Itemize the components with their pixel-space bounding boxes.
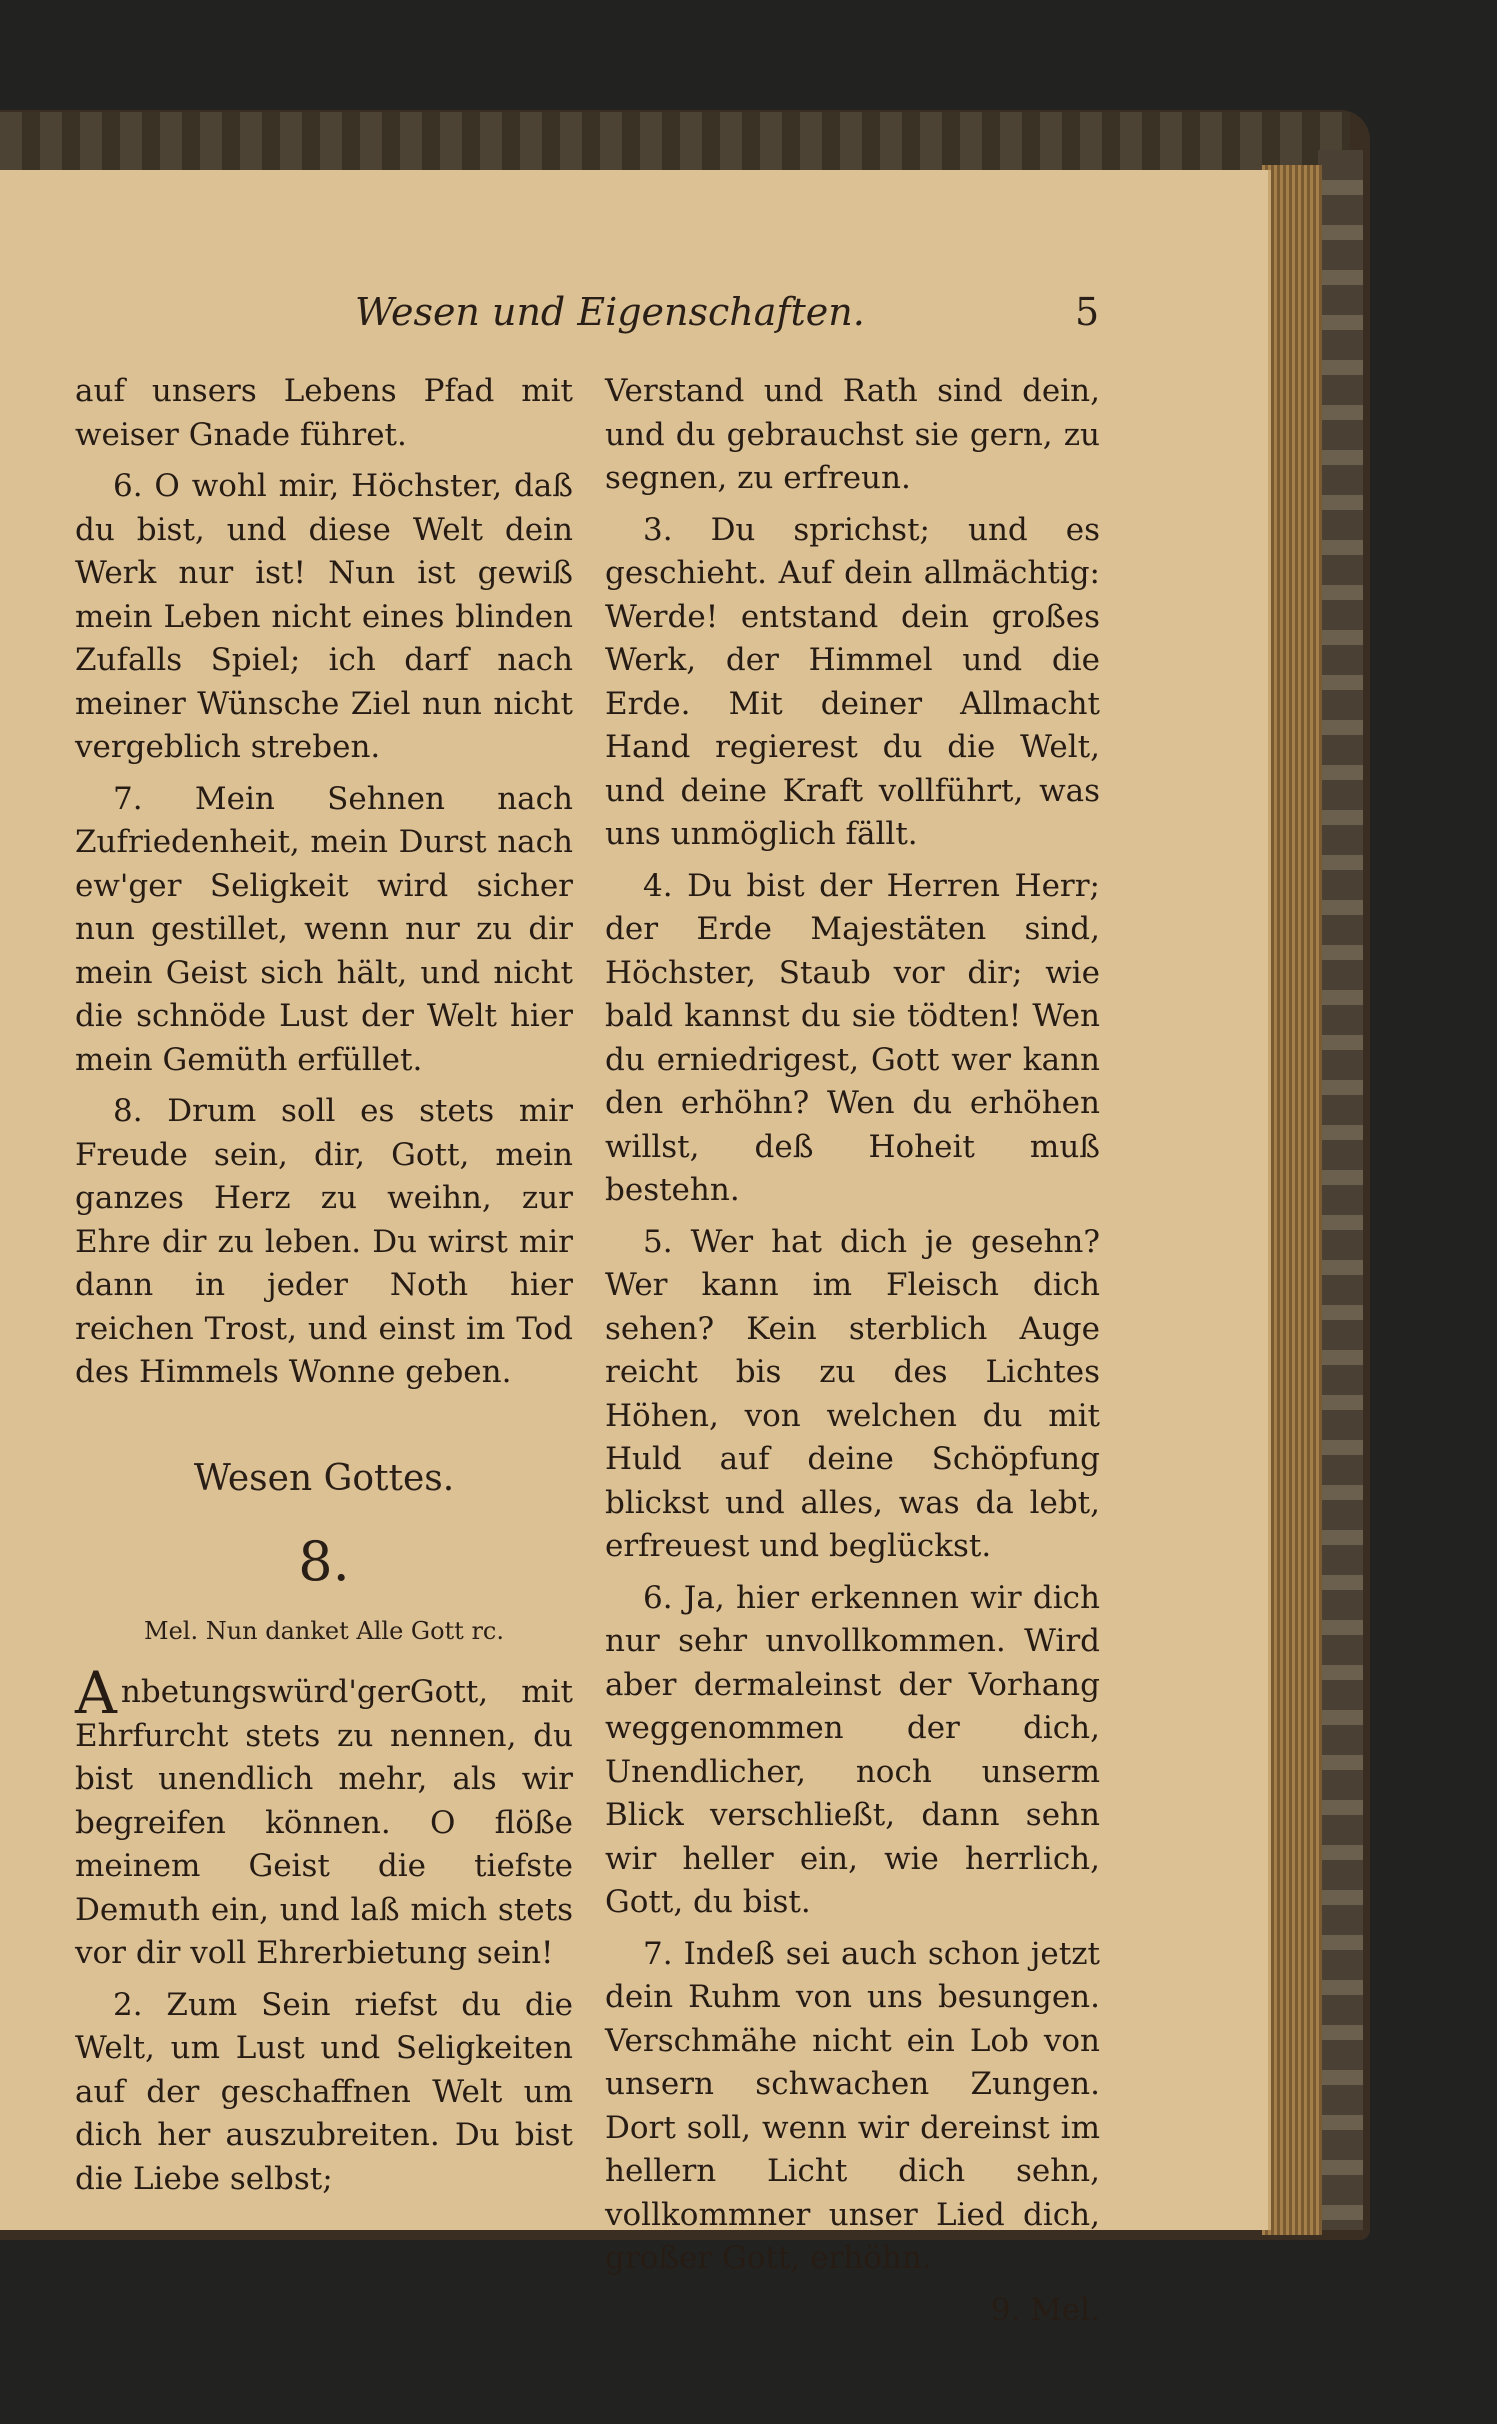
right-paragraph-1: Verstand und Rath sind dein, und du gebrauchst sie gern, zu segnen, zu erfreun. — [605, 373, 1100, 496]
next-melody-catchword: 9. Mel. — [990, 2291, 1100, 2328]
section-title: Wesen Gottes. — [193, 1457, 455, 1499]
hymn-verse-1 — [75, 1659, 573, 1976]
melody-line: Mel. Nun danket Alle Gott rc. — [144, 1616, 504, 1645]
right-column — [605, 370, 1100, 2332]
hymn-verse-1-text: nbetungswürd'gerGott, mit Ehrfurcht stets zu nennen, du bist unendlich mehr, als wir begreifen können. O flöße meinem Geist die tiefste Demuth ein, und laß mich stets vor dir voll Ehrerbietung sein! — [75, 1674, 573, 1971]
hymn-verse-4: 4. Du bist der Herren Herr; der Erde Majestäten sind, Höchster, Staub vor dir; wie bald kannst du sie tödten! Wen du erniedrigest, Gott wer kann den erhöhn? Wen du erhöhen willst, deß Hoheit muß bestehn. — [605, 867, 1100, 1208]
hymn-number: 8. — [298, 1530, 350, 1593]
left-verse-7: 7. Mein Sehnen nach Zufriedenheit, mein Durst nach ew'ger Seligkeit wird sicher nun gestillet, wenn nur zu dir mein Geist sich hält, und nicht die schnöde Lust der Welt hier mein Gemüth erfüllet. — [75, 780, 573, 1078]
page-header — [0, 290, 1268, 340]
cover-ornament-band — [0, 112, 1350, 170]
book-spine — [1318, 150, 1363, 2230]
left-verse-8: 8. Drum soll es stets mir Freude sein, dir, Gott, mein ganzes Herz zu weihn, zur Ehre dir zu leben. Du wirst mir dann in jeder Noth hier reichen Trost, und einst im Tod des Himmels Wonne geben. — [75, 1093, 573, 1390]
hymn-verse-2: 2. Zum Sein riefst du die Welt, um Lust und Seligkeiten auf der geschaffnen Welt um dich her auszubreiten. Du bist die Liebe selbst; — [75, 1986, 573, 2197]
page-edges — [1262, 165, 1322, 2235]
hymn-verse-3: 3. Du sprichst; und es geschieht. Auf dein allmächtig: Werde! entstand dein großes Werk, der Himmel und die Erde. Mit deiner Allmacht Hand regierest du die Welt, und deine Kraft vollführt, was uns unmöglich fällt. — [605, 511, 1100, 852]
drop-cap: A — [75, 1659, 117, 1727]
left-paragraph-1: auf unsers Lebens Pfad mit weiser Gnade führet. — [75, 373, 573, 453]
hymn-verse-5: 5. Wer hat dich je gesehn? Wer kann im Fleisch dich sehen? Kein sterblich Auge reicht bis zu des Lichtes Höhen, von welchen du mit Huld auf deine Schöpfung blickst und alles, was da lebt, erfreuest und beglückst. — [605, 1223, 1100, 1564]
page-number: 5 — [1075, 290, 1100, 334]
hymn-verse-7: 7. Indeß sei auch schon jetzt dein Ruhm von uns besungen. Verschmähe nicht ein Lob von unsern schwachen Zungen. Dort soll, wenn wir dereinst im hellern Licht dich sehn, vollkommner unser Lied dich, großer Gott, erhöhn. — [605, 1935, 1100, 2276]
left-column — [75, 370, 573, 2209]
running-title: Wesen und Eigenschaften. — [355, 290, 865, 334]
left-verse-6: 6. O wohl mir, Höchster, daß du bist, und diese Welt dein Werk nur ist! Nun ist gewiß mein Leben nicht eines blinden Zufalls Spiel; ich darf nach meiner Wünsche Ziel nun nicht vergeblich streben. — [75, 468, 573, 765]
hymn-verse-6: 6. Ja, hier erkennen wir dich nur sehr unvollkommen. Wird aber dermaleinst der Vorhang weggenommen der dich, Unendlicher, noch unserm Blick verschließt, dann sehn wir heller ein, wie herrlich, Gott, du bist. — [605, 1579, 1100, 1920]
